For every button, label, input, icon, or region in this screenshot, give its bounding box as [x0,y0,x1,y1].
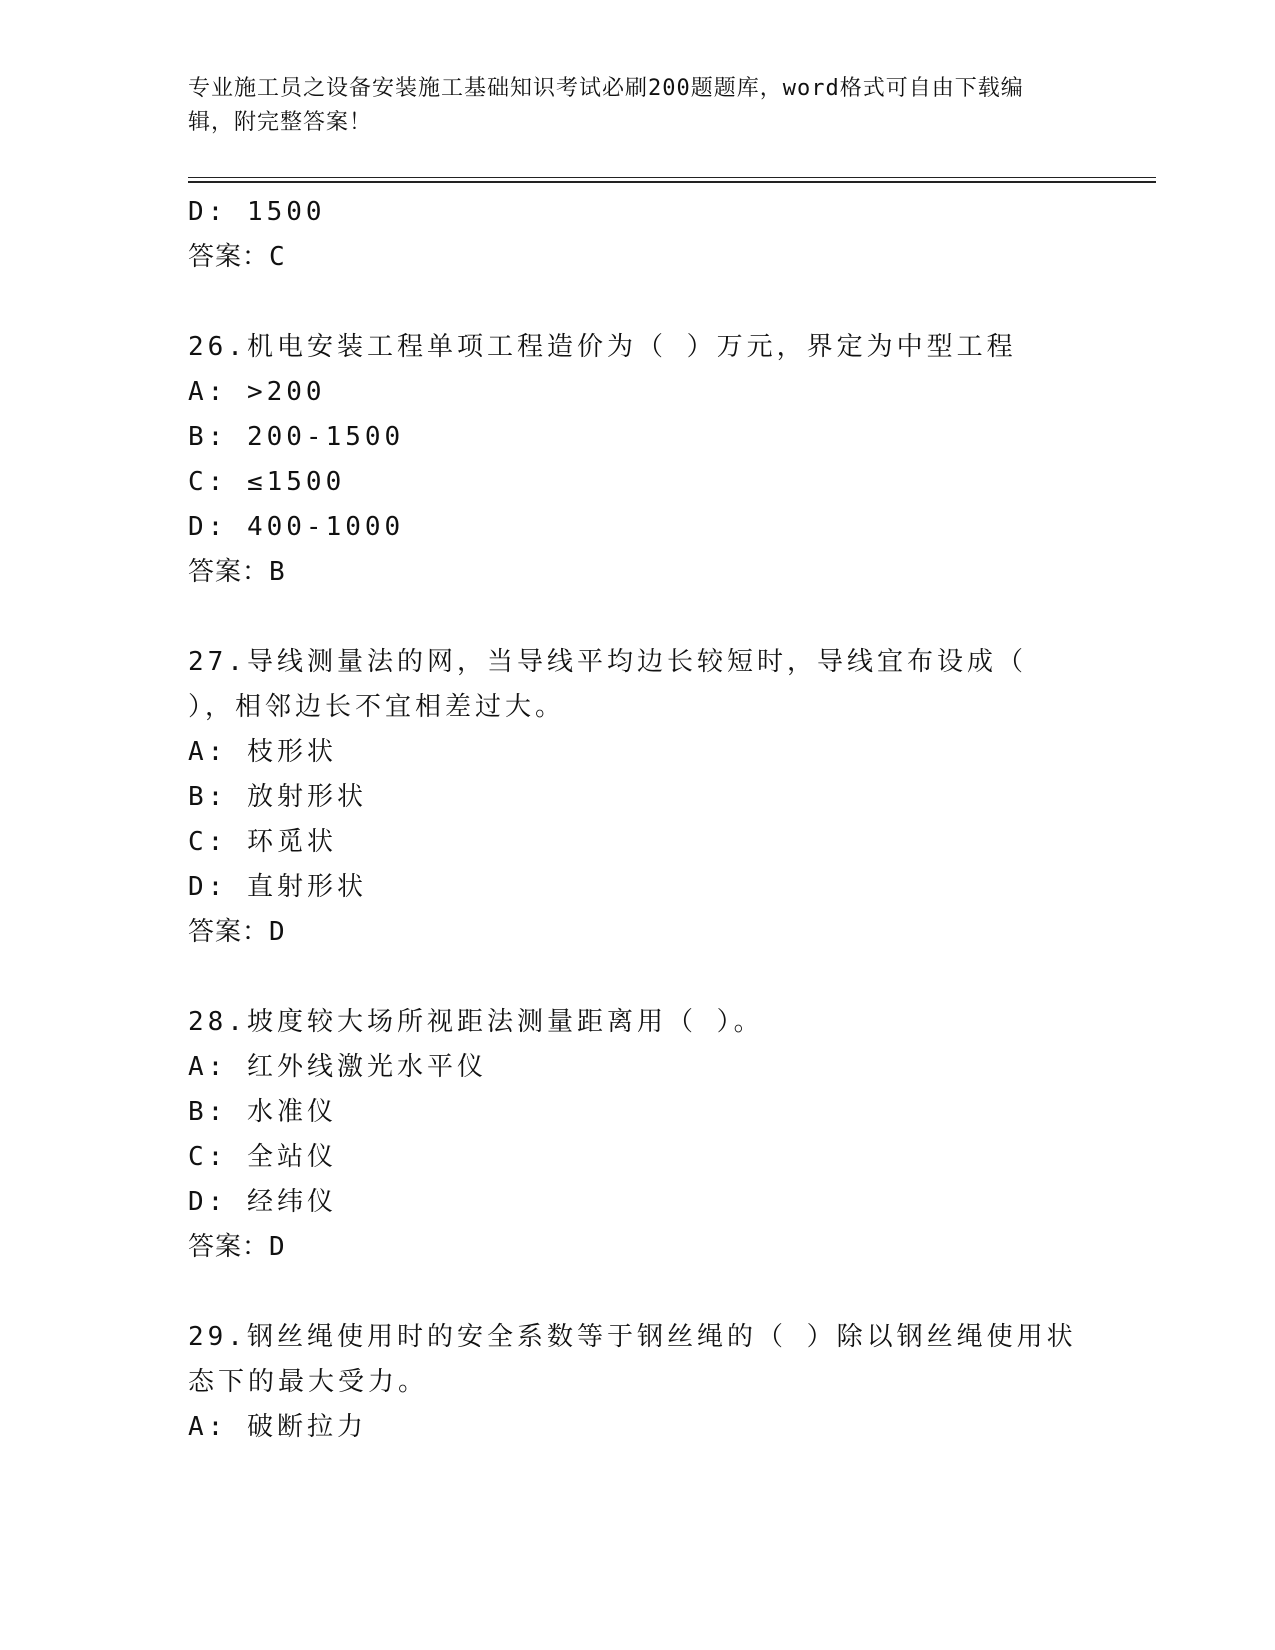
header-divider-thin [188,177,1156,178]
answer-line: 答案：C [188,242,286,272]
option-b: B: 200-1500 [188,422,405,452]
spacer [188,955,1088,1000]
answer-line: 答案：D [188,1232,286,1262]
option-c: C: ≤1500 [188,467,346,497]
option-b: B: 水准仪 [188,1097,337,1127]
option-a: A: 枝形状 [188,737,337,767]
option-c: C: 环觅状 [188,827,337,857]
spacer [188,595,1088,640]
option-a: A: 红外线激光水平仪 [188,1052,487,1082]
answer-line: 答案：B [188,557,286,587]
option-c: C: 全站仪 [188,1142,337,1172]
document-content [188,190,1088,1450]
spacer [188,280,1088,325]
option-d: D: 直射形状 [188,872,367,902]
option-b: B: 放射形状 [188,782,367,812]
option-d: D: 1500 [188,197,326,227]
spacer [188,1270,1088,1315]
answer-line: 答案：D [188,917,286,947]
question-stem: 27.导线测量法的网，当导线平均边长较短时，导线宜布设成（ ），相邻边长不宜相差过大。 [188,647,1047,722]
option-a: A: 破断拉力 [188,1412,367,1442]
question-stem: 26.机电安装工程单项工程造价为（ ）万元，界定为中型工程 [188,332,1017,362]
option-a: A: >200 [188,377,326,407]
question-stem: 29.钢丝绳使用时的安全系数等于钢丝绳的（ ）除以钢丝绳使用状态下的最大受力。 [188,1322,1077,1397]
document-header-title: 专业施工员之设备安装施工基础知识考试必刷200题题库，word格式可自由下载编辑，附完整答案！ [188,76,1024,135]
header-divider-thick [188,181,1156,183]
question-stem: 28.坡度较大场所视距法测量距离用（ ）。 [188,1007,764,1037]
option-d: D: 400-1000 [188,512,405,542]
option-d: D: 经纬仪 [188,1187,337,1217]
